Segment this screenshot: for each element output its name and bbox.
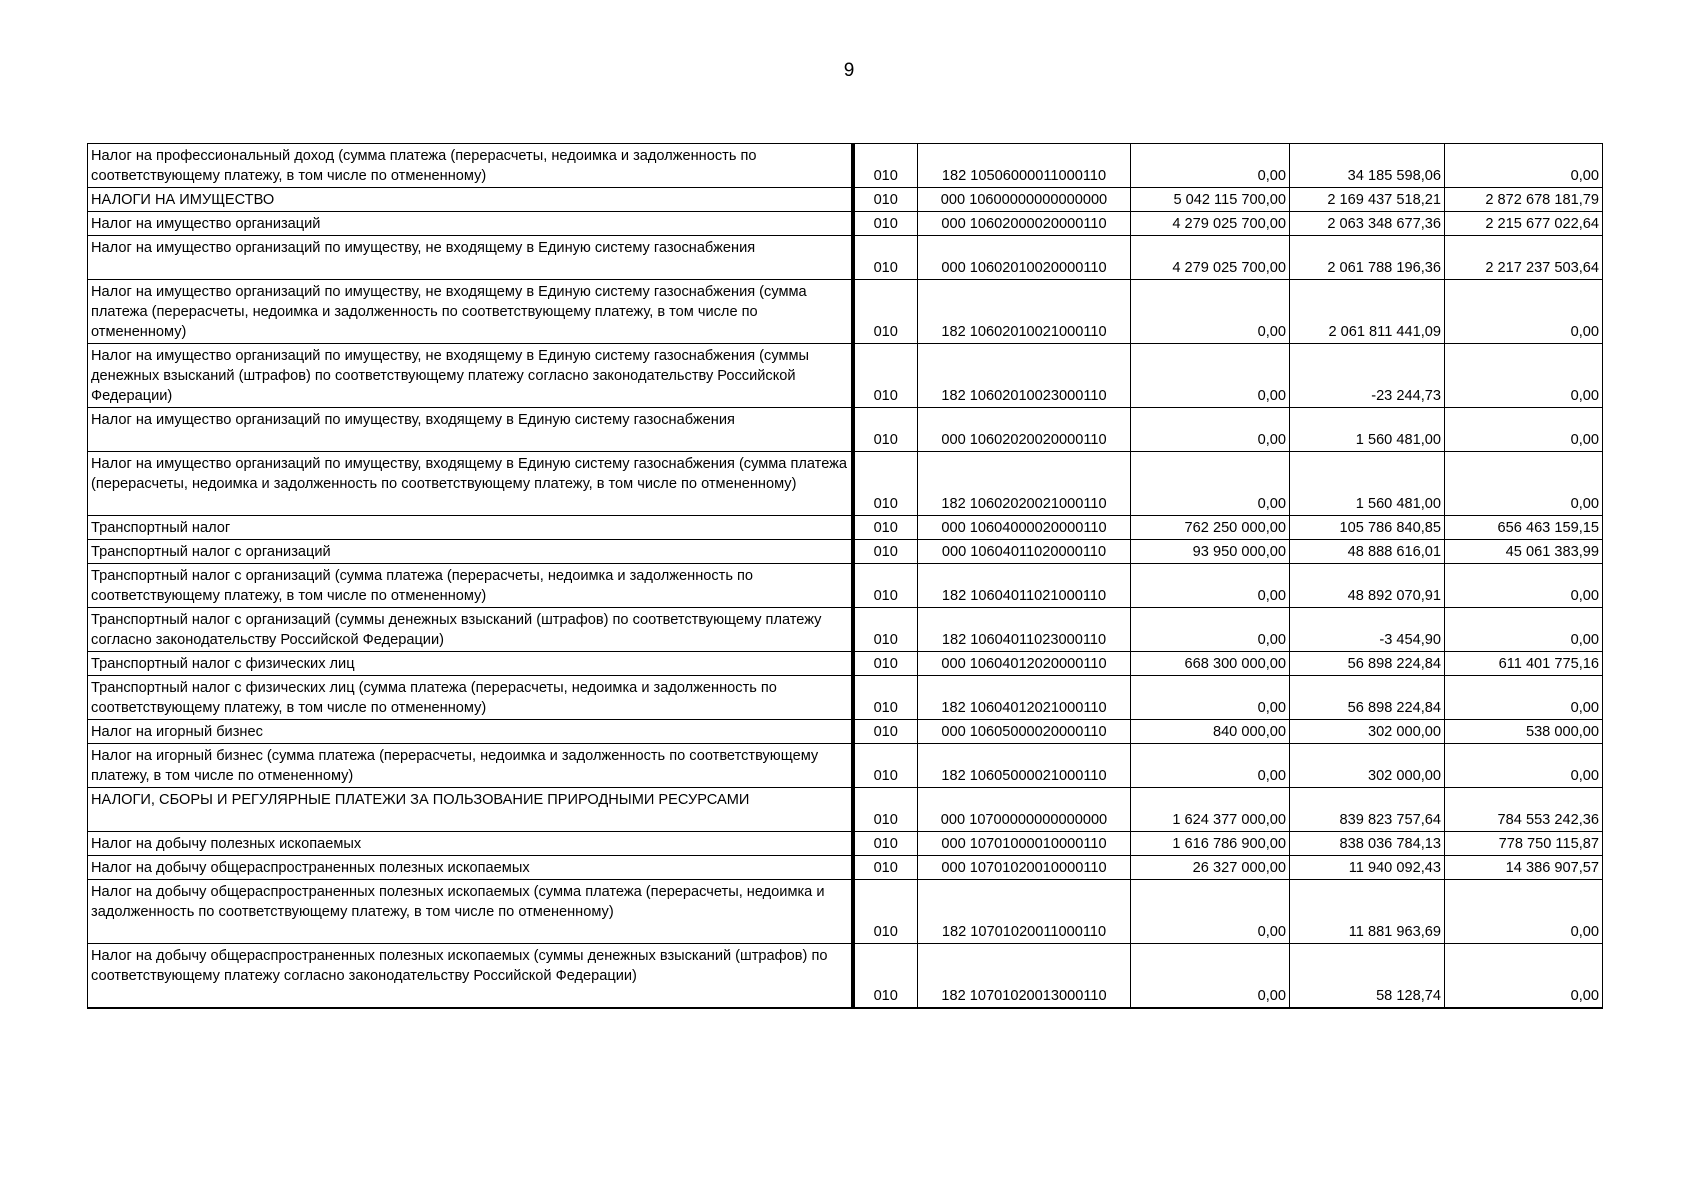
line-code-cell: 010 [853, 856, 918, 880]
executed-amount-cell: -3 454,90 [1290, 608, 1445, 652]
row-name-cell: НАЛОГИ НА ИМУЩЕСТВО [88, 188, 853, 212]
line-code-cell: 010 [853, 676, 918, 720]
budget-code-cell: 000 10604000020000110 [918, 516, 1131, 540]
budget-code-cell: 182 10602010021000110 [918, 280, 1131, 344]
approved-amount-cell: 0,00 [1131, 564, 1290, 608]
row-name-cell: Транспортный налог с физических лиц [88, 652, 853, 676]
executed-amount-cell: 2 063 348 677,36 [1290, 212, 1445, 236]
unexecuted-amount-cell: 0,00 [1445, 944, 1603, 1008]
table-row [88, 788, 1603, 832]
table-body [88, 144, 1603, 1008]
unexecuted-amount-cell: 778 750 115,87 [1445, 832, 1603, 856]
approved-amount-cell: 93 950 000,00 [1131, 540, 1290, 564]
row-name-cell: Налог на профессиональный доход (сумма платежа (перерасчеты, недоимка и задолженность по соответствующему платежу, в том числе по отмененному) [88, 144, 853, 188]
executed-amount-cell: 302 000,00 [1290, 720, 1445, 744]
table-row [88, 856, 1603, 880]
line-code-cell: 010 [853, 832, 918, 856]
row-name-cell: Налог на добычу общераспространенных полезных ископаемых [88, 856, 853, 880]
table-row [88, 236, 1603, 280]
budget-code-cell: 182 10506000011000110 [918, 144, 1131, 188]
approved-amount-cell: 668 300 000,00 [1131, 652, 1290, 676]
executed-amount-cell: 2 169 437 518,21 [1290, 188, 1445, 212]
approved-amount-cell: 26 327 000,00 [1131, 856, 1290, 880]
unexecuted-amount-cell: 538 000,00 [1445, 720, 1603, 744]
unexecuted-amount-cell: 656 463 159,15 [1445, 516, 1603, 540]
table-row [88, 608, 1603, 652]
unexecuted-amount-cell: 0,00 [1445, 564, 1603, 608]
table-row [88, 188, 1603, 212]
line-code-cell: 010 [853, 236, 918, 280]
table-row [88, 540, 1603, 564]
unexecuted-amount-cell: 2 872 678 181,79 [1445, 188, 1603, 212]
budget-code-cell: 000 10602020020000110 [918, 408, 1131, 452]
budget-code-cell: 182 10602020021000110 [918, 452, 1131, 516]
unexecuted-amount-cell: 2 217 237 503,64 [1445, 236, 1603, 280]
line-code-cell: 010 [853, 144, 918, 188]
row-name-cell: Транспортный налог с организаций (суммы денежных взысканий (штрафов) по соответствующему платежу согласно законодательству Российской Федерации) [88, 608, 853, 652]
unexecuted-amount-cell: 0,00 [1445, 880, 1603, 944]
row-name-cell: Налог на игорный бизнес (сумма платежа (перерасчеты, недоимка и задолженность по соответствующему платежу, в том числе по отмененному) [88, 744, 853, 788]
row-name-cell: Налог на игорный бизнес [88, 720, 853, 744]
line-code-cell: 010 [853, 744, 918, 788]
line-code-cell: 010 [853, 280, 918, 344]
approved-amount-cell: 0,00 [1131, 676, 1290, 720]
budget-code-cell: 000 10701020010000110 [918, 856, 1131, 880]
unexecuted-amount-cell: 45 061 383,99 [1445, 540, 1603, 564]
row-name-cell: Налог на имущество организаций по имуществу, не входящему в Единую систему газоснабжения (сумма платежа (перерасчеты, недоимка и задолженность по соответствующему платежу, в том числе по отмененному) [88, 280, 853, 344]
line-code-cell: 010 [853, 452, 918, 516]
approved-amount-cell: 762 250 000,00 [1131, 516, 1290, 540]
row-name-cell: НАЛОГИ, СБОРЫ И РЕГУЛЯРНЫЕ ПЛАТЕЖИ ЗА ПОЛЬЗОВАНИЕ ПРИРОДНЫМИ РЕСУРСАМИ [88, 788, 853, 832]
executed-amount-cell: 58 128,74 [1290, 944, 1445, 1008]
line-code-cell: 010 [853, 720, 918, 744]
budget-code-cell: 000 10604012020000110 [918, 652, 1131, 676]
approved-amount-cell: 1 616 786 900,00 [1131, 832, 1290, 856]
table-row [88, 720, 1603, 744]
row-name-cell: Транспортный налог с физических лиц (сумма платежа (перерасчеты, недоимка и задолженность по соответствующему платежу, в том числе по отмененному) [88, 676, 853, 720]
row-name-cell: Налог на имущество организаций [88, 212, 853, 236]
line-code-cell: 010 [853, 540, 918, 564]
budget-code-cell: 182 10701020011000110 [918, 880, 1131, 944]
executed-amount-cell: -23 244,73 [1290, 344, 1445, 408]
unexecuted-amount-cell: 0,00 [1445, 408, 1603, 452]
executed-amount-cell: 2 061 788 196,36 [1290, 236, 1445, 280]
line-code-cell: 010 [853, 880, 918, 944]
line-code-cell: 010 [853, 564, 918, 608]
line-code-cell: 010 [853, 788, 918, 832]
line-code-cell: 010 [853, 516, 918, 540]
budget-code-cell: 182 10604011023000110 [918, 608, 1131, 652]
table-row [88, 212, 1603, 236]
line-code-cell: 010 [853, 608, 918, 652]
approved-amount-cell: 0,00 [1131, 608, 1290, 652]
unexecuted-amount-cell: 14 386 907,57 [1445, 856, 1603, 880]
approved-amount-cell: 4 279 025 700,00 [1131, 212, 1290, 236]
executed-amount-cell: 105 786 840,85 [1290, 516, 1445, 540]
budget-code-cell: 000 10605000020000110 [918, 720, 1131, 744]
unexecuted-amount-cell: 0,00 [1445, 144, 1603, 188]
budget-code-cell: 000 10701000010000110 [918, 832, 1131, 856]
budget-code-cell: 182 10604011021000110 [918, 564, 1131, 608]
row-name-cell: Транспортный налог [88, 516, 853, 540]
executed-amount-cell: 11 881 963,69 [1290, 880, 1445, 944]
unexecuted-amount-cell: 2 215 677 022,64 [1445, 212, 1603, 236]
table-row [88, 452, 1603, 516]
unexecuted-amount-cell: 611 401 775,16 [1445, 652, 1603, 676]
row-name-cell: Налог на имущество организаций по имуществу, не входящему в Единую систему газоснабжения (суммы денежных взысканий (штрафов) по соответствующему платежу согласно законодательству Российской Федерации) [88, 344, 853, 408]
unexecuted-amount-cell: 0,00 [1445, 608, 1603, 652]
row-name-cell: Транспортный налог с организаций (сумма платежа (перерасчеты, недоимка и задолженность по соответствующему платежу, в том числе по отмененному) [88, 564, 853, 608]
unexecuted-amount-cell: 0,00 [1445, 452, 1603, 516]
approved-amount-cell: 0,00 [1131, 144, 1290, 188]
table-row [88, 516, 1603, 540]
budget-code-cell: 182 10701020013000110 [918, 944, 1131, 1008]
approved-amount-cell: 4 279 025 700,00 [1131, 236, 1290, 280]
approved-amount-cell: 1 624 377 000,00 [1131, 788, 1290, 832]
unexecuted-amount-cell: 0,00 [1445, 676, 1603, 720]
row-name-cell: Налог на имущество организаций по имуществу, не входящему в Единую систему газоснабжения [88, 236, 853, 280]
budget-code-cell: 000 10700000000000000 [918, 788, 1131, 832]
table-row [88, 832, 1603, 856]
table-row [88, 944, 1603, 1008]
approved-amount-cell: 0,00 [1131, 280, 1290, 344]
table-row [88, 652, 1603, 676]
line-code-cell: 010 [853, 408, 918, 452]
budget-code-cell: 000 10602000020000110 [918, 212, 1131, 236]
budget-code-cell: 182 10602010023000110 [918, 344, 1131, 408]
budget-code-cell: 000 10602010020000110 [918, 236, 1131, 280]
table-row [88, 744, 1603, 788]
row-name-cell: Транспортный налог с организаций [88, 540, 853, 564]
table-row [88, 280, 1603, 344]
row-name-cell: Налог на добычу общераспространенных полезных ископаемых (сумма платежа (перерасчеты, недоимка и задолженность по соответствующему платежу, в том числе по отмененному) [88, 880, 853, 944]
page-number: 9 [843, 60, 855, 81]
approved-amount-cell: 840 000,00 [1131, 720, 1290, 744]
executed-amount-cell: 1 560 481,00 [1290, 408, 1445, 452]
budget-code-cell: 000 10600000000000000 [918, 188, 1131, 212]
line-code-cell: 010 [853, 188, 918, 212]
executed-amount-cell: 838 036 784,13 [1290, 832, 1445, 856]
unexecuted-amount-cell: 0,00 [1445, 280, 1603, 344]
executed-amount-cell: 11 940 092,43 [1290, 856, 1445, 880]
executed-amount-cell: 56 898 224,84 [1290, 676, 1445, 720]
line-code-cell: 010 [853, 944, 918, 1008]
executed-amount-cell: 48 888 616,01 [1290, 540, 1445, 564]
revenue-table [87, 143, 1603, 1009]
table-row [88, 144, 1603, 188]
unexecuted-amount-cell: 0,00 [1445, 344, 1603, 408]
approved-amount-cell: 0,00 [1131, 744, 1290, 788]
executed-amount-cell: 56 898 224,84 [1290, 652, 1445, 676]
table-row [88, 880, 1603, 944]
unexecuted-amount-cell: 0,00 [1445, 744, 1603, 788]
row-name-cell: Налог на имущество организаций по имуществу, входящему в Единую систему газоснабжения [88, 408, 853, 452]
row-name-cell: Налог на имущество организаций по имуществу, входящему в Единую систему газоснабжения (сумма платежа (перерасчеты, недоимка и задолженность по соответствующему платежу, в том числе по отмененному) [88, 452, 853, 516]
row-name-cell: Налог на добычу общераспространенных полезных ископаемых (суммы денежных взысканий (штрафов) по соответствующему платежу согласно законодательству Российской Федерации) [88, 944, 853, 1008]
approved-amount-cell: 0,00 [1131, 880, 1290, 944]
approved-amount-cell: 0,00 [1131, 452, 1290, 516]
budget-code-cell: 000 10604011020000110 [918, 540, 1131, 564]
approved-amount-cell: 5 042 115 700,00 [1131, 188, 1290, 212]
approved-amount-cell: 0,00 [1131, 944, 1290, 1008]
executed-amount-cell: 839 823 757,64 [1290, 788, 1445, 832]
executed-amount-cell: 2 061 811 441,09 [1290, 280, 1445, 344]
table-row [88, 408, 1603, 452]
unexecuted-amount-cell: 784 553 242,36 [1445, 788, 1603, 832]
line-code-cell: 010 [853, 652, 918, 676]
budget-code-cell: 182 10604012021000110 [918, 676, 1131, 720]
executed-amount-cell: 302 000,00 [1290, 744, 1445, 788]
table-row [88, 344, 1603, 408]
row-name-cell: Налог на добычу полезных ископаемых [88, 832, 853, 856]
line-code-cell: 010 [853, 344, 918, 408]
executed-amount-cell: 48 892 070,91 [1290, 564, 1445, 608]
executed-amount-cell: 1 560 481,00 [1290, 452, 1445, 516]
approved-amount-cell: 0,00 [1131, 408, 1290, 452]
line-code-cell: 010 [853, 212, 918, 236]
executed-amount-cell: 34 185 598,06 [1290, 144, 1445, 188]
table-row [88, 564, 1603, 608]
approved-amount-cell: 0,00 [1131, 344, 1290, 408]
table-row [88, 676, 1603, 720]
budget-code-cell: 182 10605000021000110 [918, 744, 1131, 788]
